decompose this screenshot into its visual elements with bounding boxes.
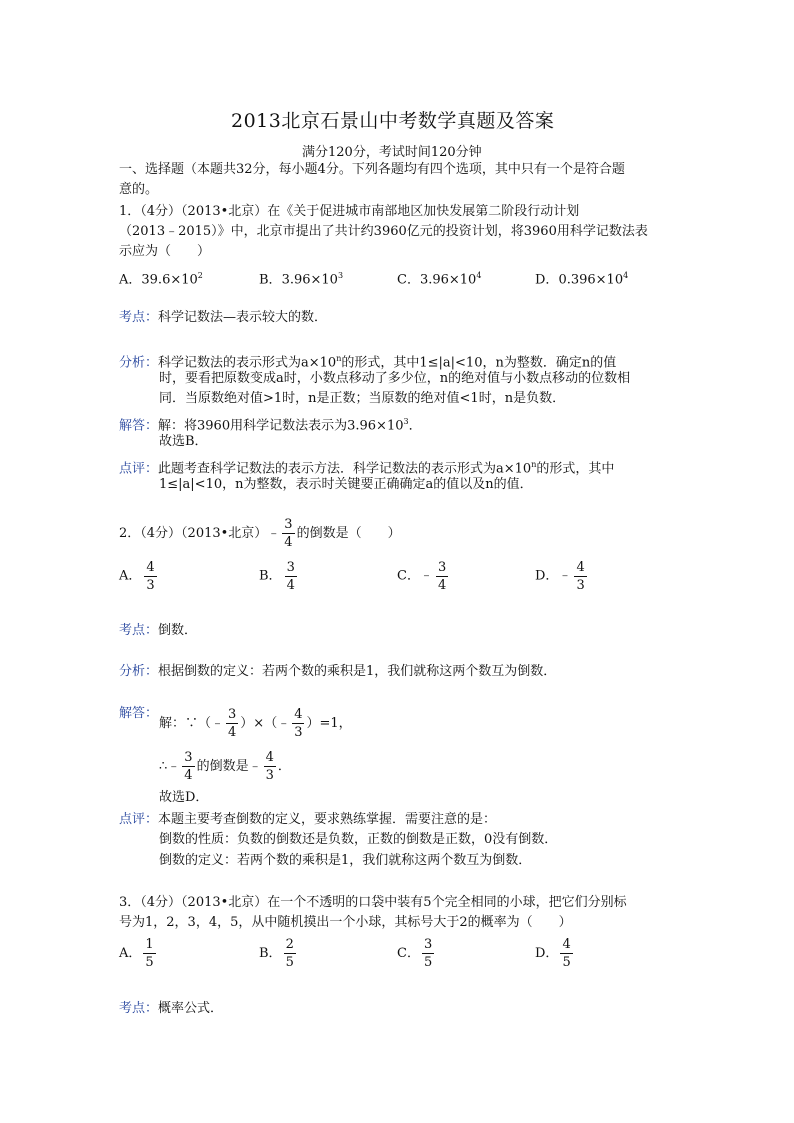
option-letter: B． <box>259 946 282 961</box>
numerator: 3 <box>184 750 193 765</box>
q2-jieda-line2 <box>159 749 291 785</box>
option-letter: B． <box>259 568 282 584</box>
denominator: 4 <box>228 725 237 740</box>
jieda-text-end: ． <box>408 418 422 434</box>
option-letter: A． <box>119 568 142 584</box>
option-fraction <box>560 937 572 970</box>
doc-subtitle: 满分120分，考试时间120分钟 <box>302 145 482 160</box>
fenxi-label: 分析： <box>119 664 159 679</box>
q1-kaodian <box>119 308 327 328</box>
option-letter: A． <box>119 946 142 961</box>
option-neg: ﹣ <box>419 568 433 583</box>
option-base: 0.396×10 <box>558 272 624 288</box>
option-letter: D． <box>535 946 559 961</box>
fenxi-text: 科学记数法的表示形式为a×10 <box>158 355 337 371</box>
q2-stem-suffix: 的倒数是（ ） <box>296 526 401 541</box>
option-fraction <box>422 937 434 970</box>
kaodian-label: 考点： <box>119 1001 159 1016</box>
option-fraction <box>285 560 297 593</box>
fenxi-sup: n <box>336 354 342 363</box>
numerator: 4 <box>562 937 571 952</box>
doc-title: 2013北京石景山中考数学真题及答案 <box>231 110 555 132</box>
numerator: 3 <box>423 937 433 952</box>
numerator: 3 <box>284 517 293 532</box>
q2-jieda-label-line <box>119 704 158 724</box>
denominator: 4 <box>437 577 447 593</box>
q2-stem-fraction <box>282 517 294 550</box>
q2-option-b <box>259 558 299 595</box>
q3-stem-line1: 3．（4分）（2013•北京）在一个不透明的口袋中装有5个完全相同的小球，把它们分别标 <box>119 895 627 910</box>
fenxi-label: 分析： <box>119 355 159 371</box>
q1-jieda-line2: 故选B． <box>159 434 208 449</box>
q2-option-c <box>397 558 450 595</box>
denominator: 5 <box>285 955 294 970</box>
option-base: 3.96×10 <box>281 272 338 288</box>
q2-stem <box>119 516 401 552</box>
option-exponent: 2 <box>197 271 203 280</box>
denominator: 5 <box>145 955 154 970</box>
denominator: 3 <box>294 725 303 740</box>
option-fraction <box>144 560 156 593</box>
denominator: 3 <box>146 577 155 593</box>
numerator: 4 <box>294 707 303 722</box>
kaodian-label: 考点： <box>119 623 159 638</box>
option-exponent: 4 <box>476 271 482 280</box>
q1-dianping-line2: 1≤|a|<10，n为整数，表示时关键要正确确定a的值以及n的值． <box>159 477 533 492</box>
numerator: 3 <box>228 707 237 722</box>
q1-option-d <box>535 266 628 290</box>
q3-option-c <box>397 936 436 972</box>
jieda-text-mid: 的倒数是﹣ <box>196 759 262 774</box>
numerator: 4 <box>146 559 155 575</box>
section-heading-line1: 一、选择题（本题共32分，每小题4分。下列各题均有四个选项，其中只有一个是符合题 <box>119 162 625 177</box>
option-letter: D． <box>535 272 559 288</box>
dianping-text: 此题考查科学记数法的表示方法．科学记数法的表示形式为a×10 <box>158 461 532 477</box>
kaodian-text: 科学记数法—表示较大的数． <box>158 310 328 325</box>
denominator: 4 <box>284 535 293 550</box>
q2-dianping-line1 <box>119 810 496 830</box>
denominator: 5 <box>423 955 433 970</box>
option-letter: C． <box>397 272 420 288</box>
q1-option-c <box>397 266 481 290</box>
fraction <box>264 750 276 783</box>
option-letter: A． <box>119 272 142 288</box>
q2-stem-prefix: 2．（4分）（2013•北京）﹣ <box>119 526 281 541</box>
q2-jieda-line3: 故选D． <box>159 790 209 805</box>
q1-fenxi-line3: 同．当原数绝对值>1时，n是正数；当原数的绝对值<1时，n是负数． <box>159 391 566 406</box>
option-neg: ﹣ <box>558 568 572 583</box>
q2-option-d <box>535 558 589 595</box>
option-letter: D． <box>535 568 559 584</box>
fraction <box>182 750 194 783</box>
q3-option-a <box>119 936 158 972</box>
fenxi-text-cont: 的形式，其中1≤|a|<10，n为整数．确定n的值 <box>341 355 617 371</box>
q3-option-b <box>259 936 298 972</box>
denominator: 3 <box>576 577 585 593</box>
q2-dianping-line2: 倒数的性质：负数的倒数还是负数，正数的倒数是正数，0没有倒数． <box>159 832 558 847</box>
numerator: 4 <box>576 559 585 575</box>
q2-jieda-line1 <box>159 706 352 742</box>
q3-stem-line2: 号为1，2，3，4，5，从中随机摸出一个小球，其标号大于2的概率为（ ） <box>119 915 572 930</box>
denominator: 4 <box>286 577 295 593</box>
jieda-text-end: ）=1， <box>306 716 352 731</box>
option-fraction <box>284 937 296 970</box>
q2-option-a <box>119 558 159 595</box>
q3-kaodian <box>119 999 223 1019</box>
q1-stem-line2: （2013﹣2015）》中，北京市提出了共计约3960亿元的投资计划，将3960用科学记数法表 <box>119 224 648 239</box>
q2-dianping-line3: 倒数的定义：若两个数的乘积是1，我们就称这两个数互为倒数． <box>159 853 532 868</box>
numerator: 3 <box>437 559 447 575</box>
jieda-text: 解：∵（﹣ <box>159 716 225 731</box>
jieda-sup: 3 <box>403 417 409 426</box>
dianping-label: 点评： <box>119 812 159 827</box>
option-fraction <box>436 560 448 593</box>
jieda-label: 解答： <box>119 706 159 721</box>
option-letter: C． <box>397 946 420 961</box>
option-base: 3.96×10 <box>419 272 477 288</box>
numerator: 4 <box>265 750 274 765</box>
q2-fenxi <box>119 662 556 682</box>
q1-fenxi-line2: 时，要看把原数变成a时，小数点移动了多少位，n的绝对值与小数点移动的位数相 <box>159 371 631 386</box>
denominator: 5 <box>562 955 571 970</box>
kaodian-label: 考点： <box>119 310 159 325</box>
fenxi-text: 根据倒数的定义：若两个数的乘积是1，我们就称这两个数互为倒数． <box>158 664 557 679</box>
numerator: 1 <box>145 937 154 952</box>
option-letter: B． <box>259 272 282 288</box>
section-heading-line2: 意的。 <box>119 182 159 197</box>
option-exponent: 4 <box>623 271 629 280</box>
option-base: 39.6×10 <box>141 272 198 288</box>
fraction <box>292 707 304 740</box>
jieda-label: 解答： <box>119 418 159 434</box>
q3-option-d <box>535 936 575 972</box>
option-fraction <box>143 937 155 970</box>
option-fraction <box>574 560 586 593</box>
dianping-text-end: 的形式，其中 <box>536 461 615 477</box>
jieda-text-end: ． <box>277 759 291 774</box>
jieda-text: 解：将3960用科学记数法表示为3.96×10 <box>158 418 404 434</box>
option-exponent: 3 <box>337 271 344 280</box>
q1-stem-line1: 1．（4分）（2013•北京）在《关于促进城市南部地区加快发展第二阶段行动计划 <box>119 204 580 219</box>
kaodian-text: 倒数． <box>158 623 198 638</box>
fraction <box>226 707 238 740</box>
kaodian-text: 概率公式． <box>158 1001 224 1016</box>
q1-option-b <box>259 266 343 290</box>
q1-stem-line3: 示应为（ ） <box>119 244 211 259</box>
numerator: 2 <box>285 937 294 952</box>
jieda-text: ∴﹣ <box>159 759 181 774</box>
q2-kaodian <box>119 621 197 641</box>
dianping-label: 点评： <box>119 461 159 477</box>
numerator: 3 <box>286 559 295 575</box>
denominator: 3 <box>265 768 274 783</box>
option-letter: C． <box>397 568 420 584</box>
jieda-text-mid: ）×（﹣ <box>240 716 291 731</box>
denominator: 4 <box>184 768 193 783</box>
dianping-sup: n <box>531 460 537 469</box>
dianping-text: 本题主要考查倒数的定义，要求熟练掌握．需要注意的是： <box>158 812 497 827</box>
q1-option-a <box>119 266 203 290</box>
